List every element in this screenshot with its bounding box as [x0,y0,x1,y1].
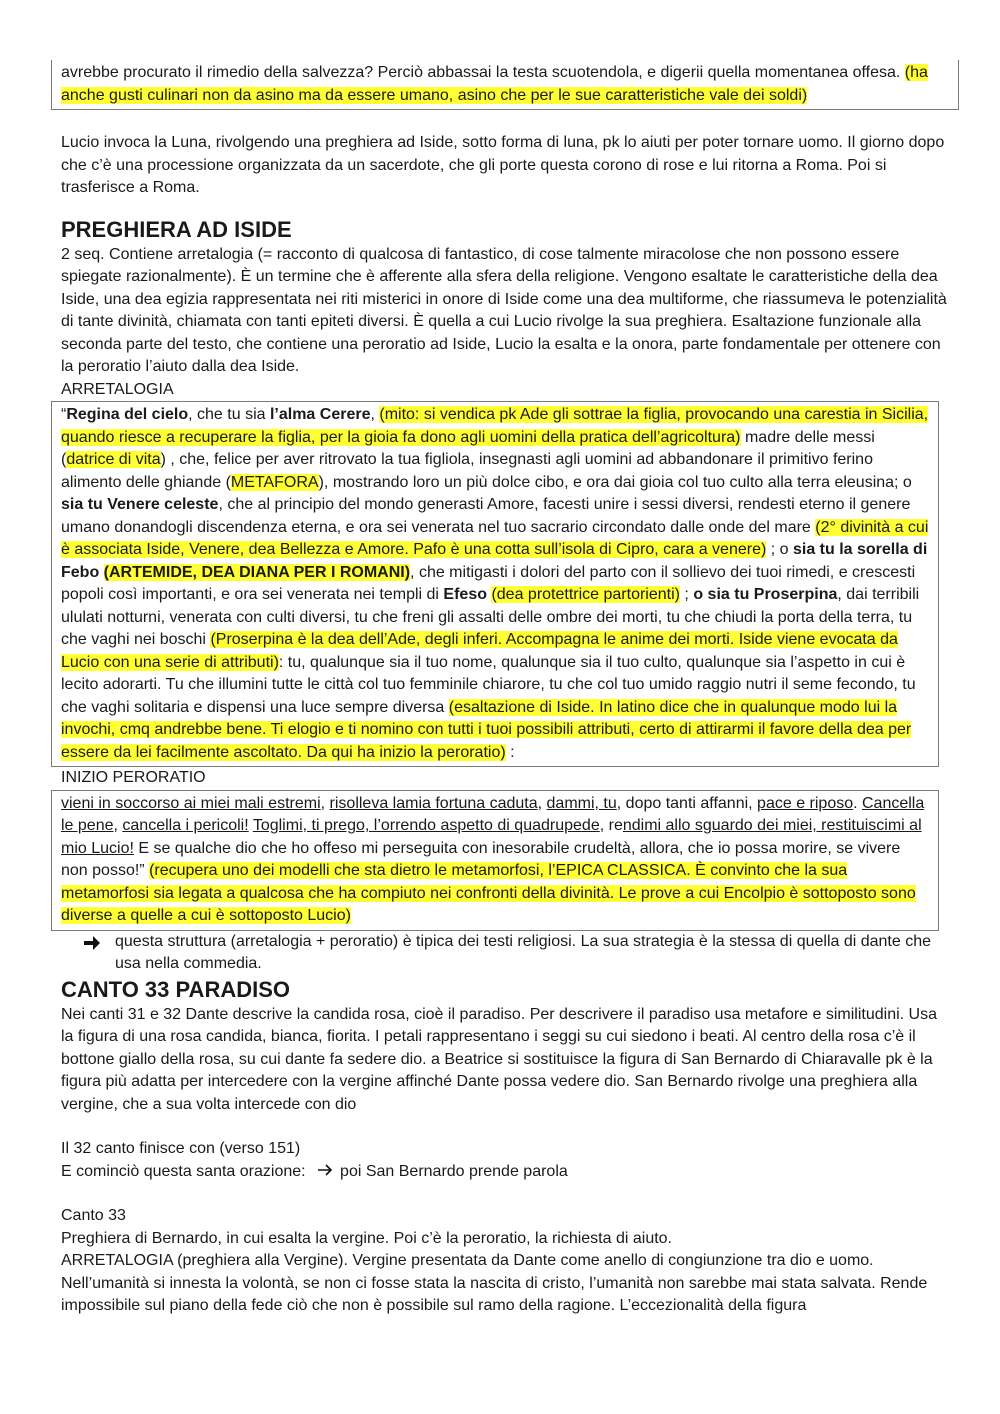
right-arrow-icon [83,931,115,976]
section2-paragraph-last: ARRETALOGIA (preghiera alla Vergine). Vergine presentata da Dante come anello di congiunzione tra dio e uomo. Nell’umanità si innesta la volontà, se non ci fosse stata la nascita di cristo, l’umanità non sarebbe mai stata salvata. Rende impossibile sul piano della fede ciò che non è possibile sul ramo della ragione. L’eccezionalità della figura [61,1252,928,1314]
section2-line1: Il 32 canto finisce con (verso 151) [61,1140,301,1157]
intro-paragraph: Lucio invoca la Luna, rivolgendo una preghiera ad Iside, sotto forma di luna, pk lo aiuti per poter tornare uomo. Il giorno dopo che c’è una processione organizzata da un sacerdote, che gli porte questa corono di rose e lui ritorna a Roma. Poi si trasferisce a Roma. [61,134,945,196]
section2-line3: Canto 33 [61,1207,126,1224]
label-arretalogia: ARRETALOGIA [61,380,174,398]
arrow-note [83,931,949,976]
section2-line4: Preghiera di Bernardo, in cui esalta la vergine. Poi c’è la peroratio, la richiesta di aiuto. [61,1229,672,1247]
top-quote-text [61,62,949,107]
heading-preghiera-iside: PREGHIERA AD ISIDE [61,216,292,242]
section2-line2: E cominciò questa santa orazione: poi San Bernardo prende parola [61,1161,949,1184]
inline-arrow-icon [314,1161,336,1184]
top-quote-body: avrebbe procurato il rimedio della salvezza? Perciò abbassai la testa scuotendola, e digerii quella momentanea offesa. [61,64,905,81]
top-quote-highlight: (ha anche gusti culinari non da asino ma da essere umano, asino che per le sue caratteristiche vale dei soldi) [61,64,928,104]
arretalogia-text: “Regina del cielo, che tu sia l’alma Cerere, (mito: si vendica pk Ade gli sottrae la figlia, provocando una carestia in Sicilia, quando riesce a recuperare la figlia, per la gioia fa dono agli uomini della pratica dell’agricoltura) madre delle messi (datrice di vita) , che, felice per aver ritrovato la tua figliola, insegnasti agli uomini ad abbandonare il primitivo ferino alimento delle ghiande (METAFORA), mostrando loro un più dolce cibo, e ora dai gioia col tuo culto alla terra eleusina; o sia tu Venere celeste, che al principio del mondo generasti Amore, facesti unire i sessi diversi, rendesti eterno il genere umano donandogli discendenza eterna, e ora sei venerata nel tuo sacrario circondato dalle onde del mare (2° divinità a cui è associata Iside, Venere, dea Bellezza e Amore. Pafo è una cotta sull’isola di Cipro, cara a venere) ; o sia tu la sorella di Febo (ARTEMIDE, DEA DIANA PER I ROMANI), che mitigasti i dolori del parto con il sollievo dei tuoi rimedi, e crescesti popoli così importanti, e ora sei venerata nei templi di Efeso (dea protettrice partorienti) ; o sia tu Proserpina, dai terribili ululati notturni, venerata con culti diversi, tu che freni gli assalti delle ombre dei morti, tu che chiudi la porta della terra, tu che vaghi nei boschi (Proserpina è la dea dell’Ade, degli inferi. Accompagna le anime dei morti. Iside viene evocata da Lucio con una serie di attributi): tu, qualunque sia il tuo nome, qualunque sia il tuo culto, qualunque sia l’aspetto in cui è lecito adorarti. Tu che illumini tutte le città col tuo femminile chiarore, tu che col tuo umido raggio nutri il seme fecondo, tu che vaghi solitaria e dispensi una luce sempre diversa (esaltazione di Iside. In latino dice che in qualunque modo lui la invochi, cmq andrebbe bene. Ti elogio e ti nomino con tutti i tuoi possibili attributi, certo di attirarmi il favore della dea per essere da lei facilmente ascoltato. Da qui ha inizio la peroratio) : [61,406,929,761]
section2-paragraph: Nei canti 31 e 32 Dante descrive la candida rosa, cioè il paradiso. Per descrivere il paradiso usa metafore e similitudini. Usa la figura di una rosa candida, bianca, fiorita. I petali rappresentano i seggi su cui siedono i beati. Al centro della rosa c’è il bottone giallo della rosa, su cui dante fa sedere dio. a Beatrice si sostituisce la figura di San Bernardo di Chiaravalle pk è la figura più adatta per intercedere con la vergine affinché Dante possa vedere dio. San Bernardo rivolge una preghiera alla vergine, che a sua volta intercede con dio [61,1005,937,1113]
arretalogia-box [51,401,939,767]
label-peroratio: INIZIO PERORATIO [61,769,206,786]
heading-canto-33: CANTO 33 PARADISO [61,976,291,1002]
peroratio-box [51,790,939,931]
arrow-note-text: questa struttura (arretalogia + peroratio) è tipica dei testi religiosi. La sua strategia è la stessa di quella di dante che usa nella commedia. [115,932,932,972]
section1-paragraph: 2 seq. Contiene arretalogia (= racconto di qualcosa di fantastico, di cose talmente miracolose che non possono essere spiegate razionalmente). È un termine che è afferente alla sfera della religione. Vengono esaltate le caratteristiche della dea Iside, una dea egizia rappresentata nei riti misterici in onore di Iside come una dea multiforme, che riassumeva le potenzialità di tante divinità, chiamata con tanti epiteti diversi. È quella a cui Lucio rivolge la sua preghiera. Esaltazione funzionale alla seconda parte del testo, che contiene una peroratio ad Iside, Lucio la esalta e la onora, parte fondamentale per ottenere con la peroratio l’aiuto dalla dea Iside. [61,245,947,375]
peroratio-text: vieni in soccorso ai miei mali estremi, risolleva lamia fortuna caduta, dammi, tu, dopo tanti affanni, pace e riposo. Cancella le pene, cancella i pericoli! Toglimi, ti prego, l’orrendo aspetto di quadrupede, rendimi allo sguardo dei miei, restituiscimi al mio Lucio! E se qualche dio che ho offeso mi perseguita con inesorabile crudeltà, allora, che io possa morire, se vivere non posso!” (recupera uno dei modelli che sta dietro le metamorfosi, l’EPICA CLASSICA. È convinto che la sua metamorfosi sia legata a qualcosa che ha compiuto nei confronti della divinità. Le prove a cui Encolpio è sottoposto sono diverse a quelle a cui è sottoposto Lucio) [61,794,925,924]
document-page [61,60,949,1318]
top-quote-box [51,60,959,110]
